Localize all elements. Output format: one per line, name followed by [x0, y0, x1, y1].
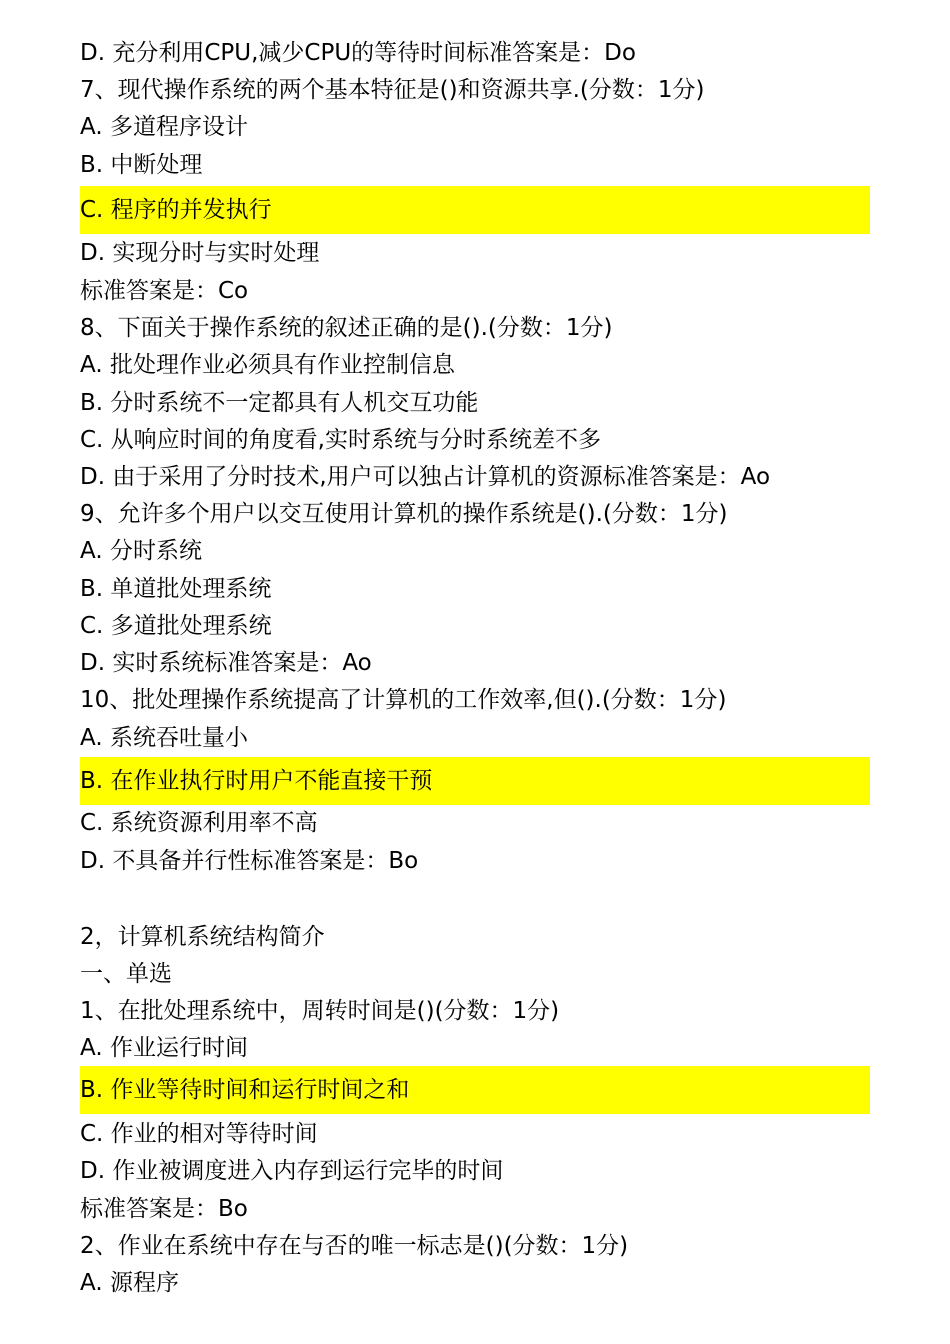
- option-a-q2: A. 源程序: [80, 1270, 179, 1296]
- answer-q7: 标准答案是：Co: [80, 278, 249, 304]
- option-c-q10: C. 系统资源利用率不高: [80, 810, 318, 836]
- option-a-q9: A. 分时系统: [80, 538, 202, 564]
- option-a-q8: A. 批处理作业必须具有作业控制信息: [80, 352, 455, 378]
- option-d-q9: D. 实时系统标准答案是：Ao: [80, 650, 372, 676]
- subsection-heading: 一、单选: [80, 961, 172, 987]
- option-d-q8: D. 由于采用了分时技术,用户可以独占计算机的资源标准答案是：Ao: [80, 464, 771, 490]
- option-d-q6: D. 充分利用CPU,减少CPU的等待时间标准答案是：Do: [80, 40, 636, 66]
- option-d-q1: D. 作业被调度进入内存到运行完毕的时间: [80, 1158, 504, 1184]
- option-c-q1: C. 作业的相对等待时间: [80, 1121, 318, 1147]
- option-b-q9: B. 单道批处理系统: [80, 576, 272, 602]
- section-heading: 2，计算机系统结构简介: [80, 924, 325, 950]
- option-c-q8: C. 从响应时间的角度看,实时系统与分时系统差不多: [80, 427, 601, 453]
- option-b-q7: B. 中断处理: [80, 152, 203, 178]
- option-a-q1: A. 作业运行时间: [80, 1035, 248, 1061]
- question-8: 8、下面关于操作系统的叙述正确的是().(分数：1分): [80, 315, 613, 341]
- option-d-q10: D. 不具备并行性标准答案是：Bo: [80, 848, 419, 874]
- question-1: 1、在批处理系统中，周转时间是()(分数：1分): [80, 998, 560, 1024]
- question-2: 2、作业在系统中存在与否的唯一标志是()(分数：1分): [80, 1233, 629, 1259]
- question-9: 9、允许多个用户以交互使用计算机的操作系统是().(分数：1分): [80, 501, 728, 527]
- question-10: 10、批处理操作系统提高了计算机的工作效率,但().(分数：1分): [80, 687, 727, 713]
- option-d-q7: D. 实现分时与实时处理: [80, 240, 320, 266]
- question-7: 7、现代操作系统的两个基本特征是()和资源共享.(分数：1分): [80, 77, 705, 103]
- answer-q1: 标准答案是：Bo: [80, 1196, 248, 1222]
- option-c-q9: C. 多道批处理系统: [80, 613, 272, 639]
- option-a-q10: A. 系统吞吐量小: [80, 725, 248, 751]
- option-c-q7-highlighted: C. 程序的并发执行: [80, 186, 870, 234]
- option-b-q1-highlighted: B. 作业等待时间和运行时间之和: [80, 1066, 870, 1114]
- option-b-q8: B. 分时系统不一定都具有人机交互功能: [80, 390, 479, 416]
- option-b-q10-highlighted: B. 在作业执行时用户不能直接干预: [80, 757, 870, 805]
- option-a-q7: A. 多道程序设计: [80, 114, 248, 140]
